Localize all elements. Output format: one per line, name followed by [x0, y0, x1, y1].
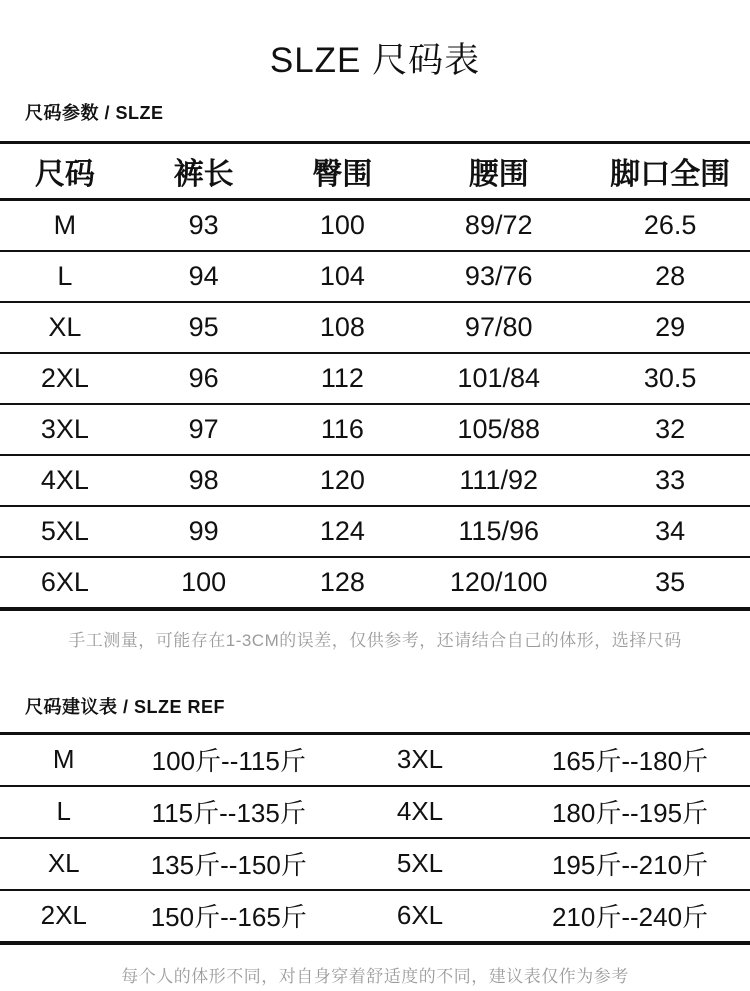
suggestion-row — [0, 786, 750, 838]
suggestion-row — [0, 890, 750, 943]
cell-size: 4XL — [0, 455, 130, 506]
cell-waist: 105/88 — [407, 404, 590, 455]
cell-leg-opening: 29 — [590, 302, 750, 353]
cell-pant-length: 100 — [181, 566, 227, 597]
cell-weight-left: 150斤--165斤 — [150, 902, 307, 932]
section-label-parameters: 尺码参数 / SLZE — [25, 102, 164, 123]
cell-hip: 120 — [277, 455, 407, 506]
cell-waist: 111/92 — [407, 455, 590, 506]
page-title: SLZE 尺码表 — [269, 41, 481, 80]
cell-leg-opening: 32 — [590, 404, 750, 455]
cell-weight-left: 135斤--150斤 — [128, 838, 331, 890]
cell-size-right: 6XL — [396, 900, 444, 930]
cell-waist: 97/80 — [407, 302, 590, 353]
cell-size-right: 3XL — [330, 733, 510, 786]
cell-leg-opening: 30.5 — [590, 353, 750, 404]
cell-pant-length: 93 — [130, 199, 278, 251]
cell-weight-right: 180斤--195斤 — [510, 786, 750, 838]
cell-waist: 101/84 — [407, 353, 590, 404]
cell-size: 3XL — [0, 404, 130, 455]
size-table-row — [0, 302, 750, 353]
cell-size: 5XL — [0, 506, 130, 557]
section-label-suggestion: 尺码建议表 / SLZE REF — [25, 696, 226, 717]
cell-pant-length: 99 — [130, 506, 278, 557]
header-cell-leg-opening: 脚口全围 — [590, 142, 750, 199]
suggestion-row — [0, 838, 750, 890]
cell-weight-left: 100斤--115斤 — [128, 733, 331, 786]
cell-pant-length: 97 — [130, 404, 278, 455]
cell-waist: 89/72 — [407, 199, 590, 251]
cell-size-right: 4XL — [330, 786, 510, 838]
footer-note: 每个人的体形不同，对自身穿着舒适度的不同，建议表仅作为参考 — [121, 966, 629, 986]
cell-size: L — [0, 251, 130, 302]
size-suggestion-table — [0, 732, 750, 945]
cell-size-left: XL — [0, 838, 128, 890]
cell-hip: 104 — [277, 251, 407, 302]
cell-pant-length: 98 — [130, 455, 278, 506]
header-cell-waist: 腰围 — [407, 142, 590, 199]
cell-leg-opening: 35 — [655, 566, 686, 597]
size-table-row — [0, 455, 750, 506]
cell-weight-right: 195斤--210斤 — [510, 838, 750, 890]
suggestion-row — [0, 733, 750, 786]
cell-hip: 128 — [319, 566, 365, 597]
cell-leg-opening: 26.5 — [590, 199, 750, 251]
cell-pant-length: 94 — [130, 251, 278, 302]
header-cell-pant-length: 裤长 — [130, 142, 278, 199]
cell-waist: 120/100 — [449, 566, 548, 597]
cell-waist: 93/76 — [407, 251, 590, 302]
header-cell-size: 尺码 — [0, 142, 130, 199]
header-cell-hip: 臀围 — [277, 142, 407, 199]
size-table-row — [0, 557, 750, 609]
cell-size-left: L — [0, 786, 128, 838]
cell-weight-left: 115斤--135斤 — [128, 786, 331, 838]
cell-leg-opening: 34 — [590, 506, 750, 557]
cell-size: XL — [0, 302, 130, 353]
cell-size: M — [0, 199, 130, 251]
cell-hip: 108 — [277, 302, 407, 353]
cell-hip: 100 — [277, 199, 407, 251]
cell-hip: 124 — [277, 506, 407, 557]
cell-weight-right: 165斤--180斤 — [510, 733, 750, 786]
cell-size: 6XL — [40, 566, 89, 597]
cell-hip: 112 — [277, 353, 407, 404]
size-parameters-table — [0, 141, 750, 611]
cell-pant-length: 95 — [130, 302, 278, 353]
cell-size-right: 5XL — [330, 838, 510, 890]
cell-weight-right: 210斤--240斤 — [551, 902, 709, 932]
size-table-row — [0, 199, 750, 251]
size-table-row — [0, 404, 750, 455]
size-table-row — [0, 506, 750, 557]
size-table-header-row — [0, 142, 750, 199]
cell-pant-length: 96 — [130, 353, 278, 404]
cell-size: 2XL — [0, 353, 130, 404]
size-table-row — [0, 251, 750, 302]
cell-leg-opening: 33 — [590, 455, 750, 506]
cell-size-left: 2XL — [40, 900, 87, 930]
size-table-row — [0, 353, 750, 404]
cell-leg-opening: 28 — [590, 251, 750, 302]
measurement-note: 手工测量，可能存在1-3CM的误差，仅供参考，还请结合自己的体形，选择尺码 — [68, 630, 682, 650]
cell-size-left: M — [0, 733, 128, 786]
cell-hip: 116 — [277, 404, 407, 455]
cell-waist: 115/96 — [407, 506, 590, 557]
